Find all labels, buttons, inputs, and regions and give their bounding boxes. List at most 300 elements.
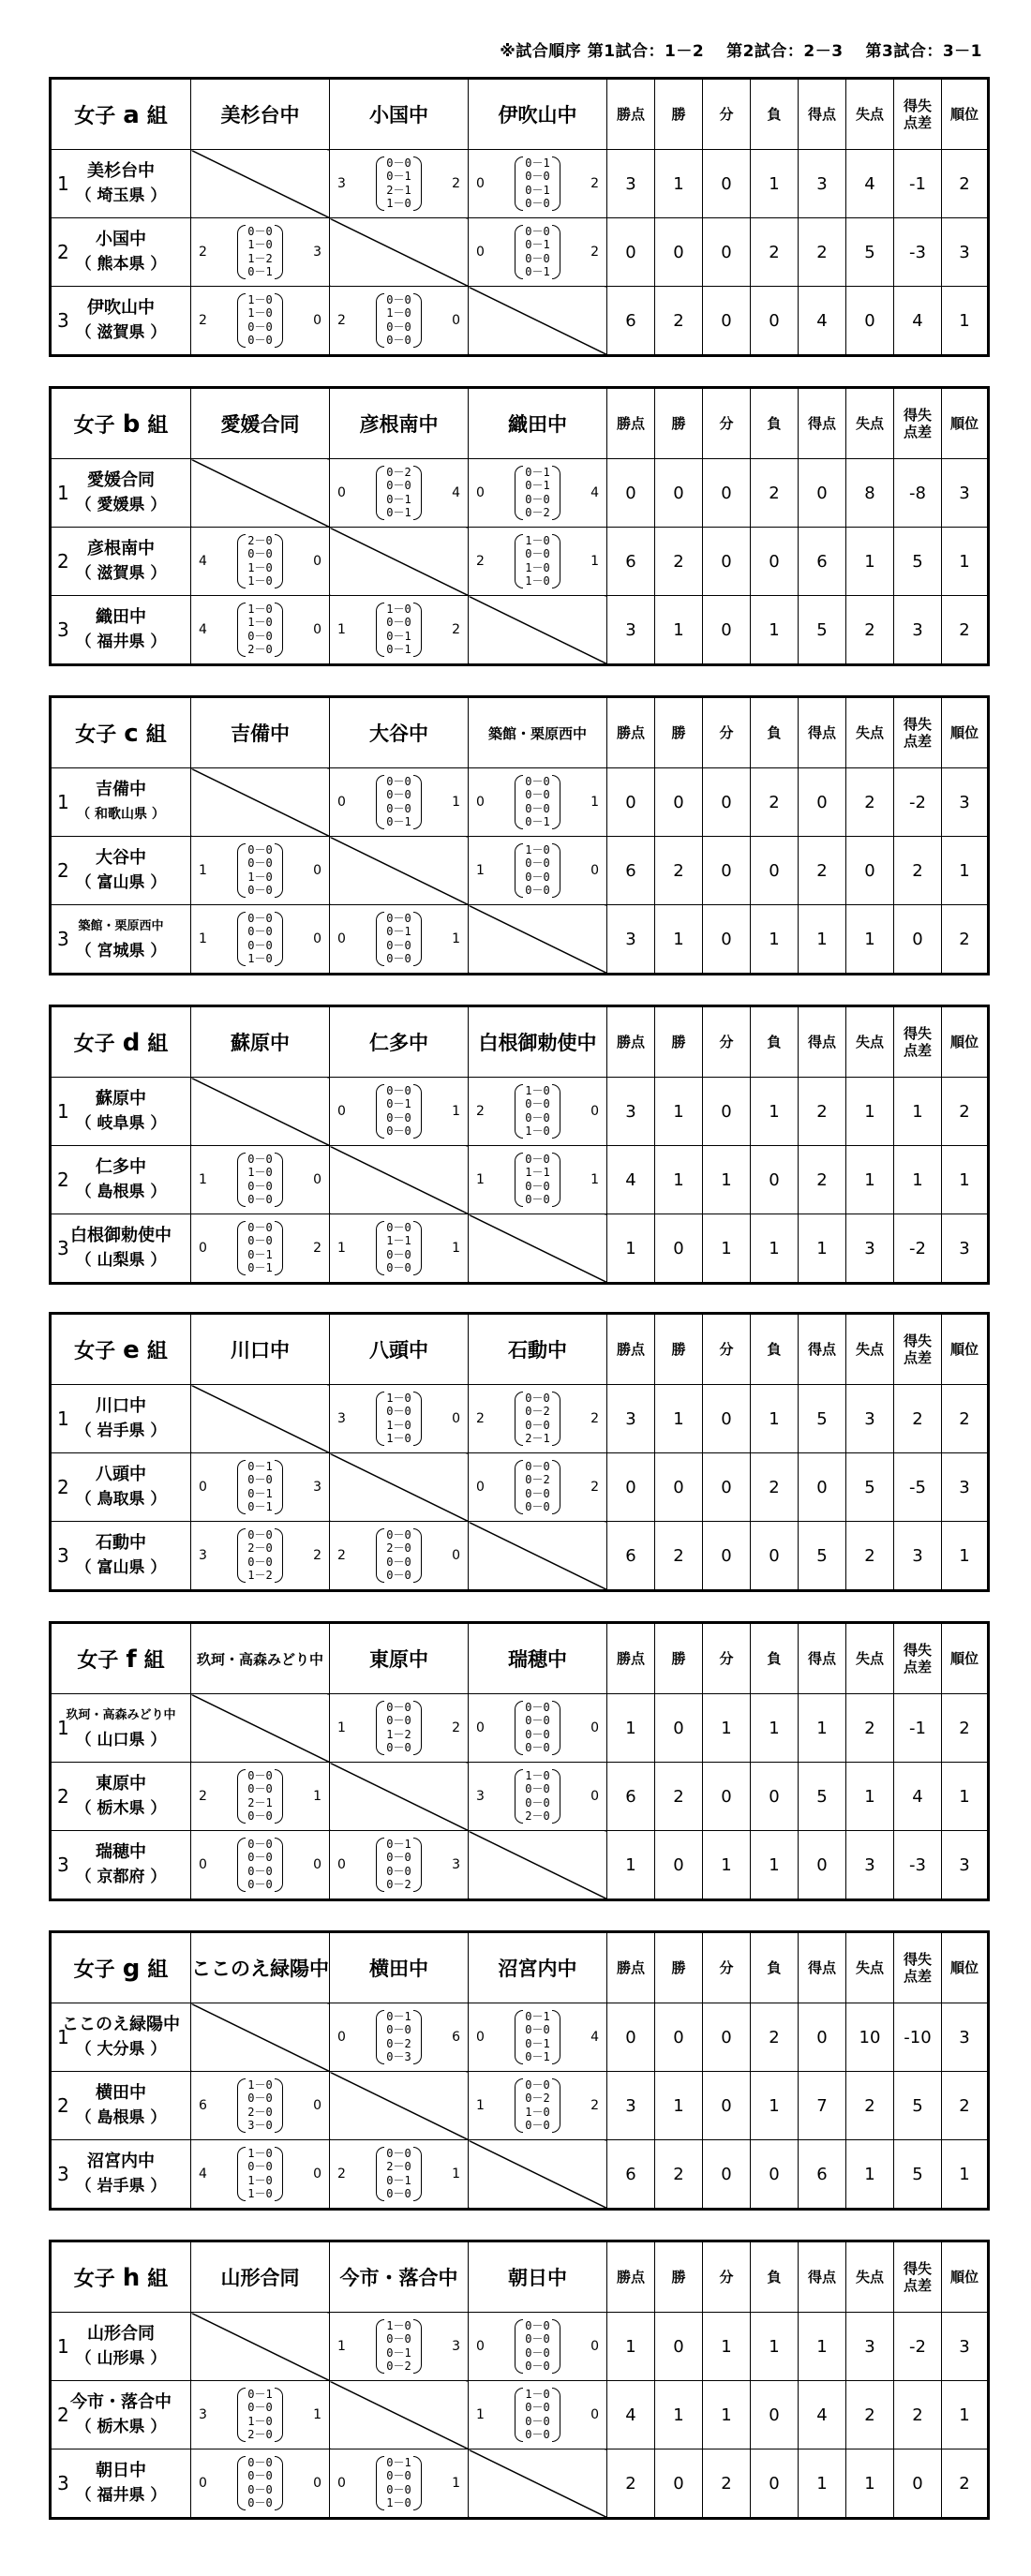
stat-value: 1 [655,2381,703,2449]
period-scores [515,1769,560,1824]
team-row [51,1385,989,1453]
period-score: 2－0 [247,2428,273,2442]
stat-value: 0 [751,287,799,356]
period-score: 0－0 [525,1782,550,1796]
period-scores [515,2010,560,2064]
stat-value: 0 [703,2003,751,2072]
match-result [469,1763,607,1831]
period-score: 0－0 [386,156,411,170]
match-score-right: 2 [313,1548,321,1563]
stat-header: 分 [703,1314,751,1385]
stat-header: 得失 点差 [894,1006,942,1078]
stat-value: 2 [846,1694,894,1763]
diagonal-cell [191,150,330,218]
group-suffix: 組 [147,1032,169,1056]
period-score: 0－0 [247,842,273,856]
match-result [469,150,607,218]
period-score: 0－0 [525,1727,550,1741]
team-row [51,905,989,975]
stat-header: 得点 [799,1314,846,1385]
group-prefix: 女子 [75,722,117,747]
group-table [49,695,988,975]
stat-value: 1 [799,905,846,975]
row-team-cell [51,768,191,837]
team-row [51,1146,989,1214]
stat-value: 4 [607,2381,655,2449]
row-team-cell [51,1214,191,1284]
group-name [51,388,191,459]
match-score-right: 0 [313,1857,321,1872]
period-score: 1－0 [247,238,273,252]
stat-value: -3 [894,218,942,287]
team-row [51,528,989,596]
period-score: 1－0 [386,1391,411,1405]
row-team-cell [51,1831,191,1900]
match-score-right: 1 [590,554,599,569]
stat-value: 2 [655,1522,703,1591]
period-score: 1－0 [525,533,550,547]
stat-value: 1 [846,1078,894,1146]
period-score: 1－0 [247,2173,273,2187]
stat-value: 2 [799,837,846,905]
stat-value: 2 [942,905,989,975]
stat-header: 勝点 [607,388,655,459]
stat-header: 負 [751,2241,799,2313]
stat-value: 3 [607,596,655,665]
period-score: 2－0 [247,1541,273,1556]
period-score: 1－0 [247,560,273,574]
group-letter: c [124,719,139,748]
row-number: 2 [57,1785,69,1808]
stat-value: 0 [751,837,799,905]
column-team-name: 伊吹山中 [469,79,607,150]
row-number: 3 [57,1854,69,1876]
match-score-left: 0 [476,2339,485,2354]
row-team-name: 沼宮内中 [87,2152,155,2171]
stat-header: 分 [703,1623,751,1694]
stat-value: 1 [894,1146,942,1214]
match-score-right: 0 [452,1548,460,1563]
stat-value: 3 [942,459,989,528]
period-scores [376,603,421,657]
row-team-prefecture: （ 鳥取県 ） [75,1490,167,1509]
period-score: 0－0 [247,334,273,348]
period-score: 0－0 [386,292,411,306]
period-score: 0－0 [247,1809,273,1824]
period-score: 0－0 [386,1741,411,1755]
column-team-name: 沼宮内中 [469,1932,607,2003]
row-team-cell [51,1453,191,1522]
stat-header: 得点 [799,2241,846,2313]
stat-value: 0 [703,1453,751,1522]
period-score: 0－0 [525,2077,550,2092]
period-score: 0－0 [247,1527,273,1541]
match-score-left: 2 [337,2167,346,2181]
period-score: 1－0 [386,2496,411,2510]
stat-header: 負 [751,1314,799,1385]
match-score-left: 1 [199,1172,207,1187]
match-result [330,1214,469,1284]
match-score-right: 2 [452,176,460,191]
period-score: 0－0 [386,788,411,802]
match-score-right: 0 [590,863,599,878]
period-score: 0－0 [525,2345,550,2360]
stat-value: 2 [655,1763,703,1831]
period-score: 1－0 [525,574,550,588]
period-score: 0－2 [525,1405,550,1419]
period-scores [237,2388,282,2442]
period-score: 0－0 [386,1247,411,1261]
row-team-name: 瑞穂中 [96,1842,146,1862]
match-result [469,2072,607,2140]
row-team-cell [51,2313,191,2381]
period-score: 1－0 [386,197,411,211]
stat-value: 0 [655,2313,703,2381]
stat-header: 得点 [799,697,846,768]
prefecture-name: 岩手県 [97,1422,145,1440]
stat-value: 1 [655,1078,703,1146]
column-team-name: 織田中 [469,388,607,459]
row-team-prefecture: （ 山形県 ） [75,2349,167,2368]
row-team-name: 彦根南中 [87,539,155,558]
stat-value: 0 [894,905,942,975]
period-score: 0－1 [525,465,550,479]
period-score: 0－1 [247,1486,273,1500]
period-score: 0－0 [247,925,273,939]
stat-header: 負 [751,1623,799,1694]
row-number: 2 [57,1169,69,1191]
period-scores [515,2319,560,2374]
stat-value: 2 [799,1146,846,1214]
stat-value: 0 [703,287,751,356]
match-score-right: 4 [590,485,599,500]
period-score: 1－0 [525,1124,550,1139]
stat-value: 0 [703,218,751,287]
period-score: 0－0 [525,170,550,184]
prefecture-name: 京都府 [97,1868,145,1886]
group-letter: e [123,1335,140,1364]
period-scores [376,1528,421,1583]
stat-value: 1 [799,1214,846,1284]
match-result [191,2072,330,2140]
period-scores [515,225,560,279]
match-score-left: 2 [199,1789,207,1804]
period-scores [515,1460,560,1514]
stat-value: 0 [799,1831,846,1900]
group-b-table [49,386,990,666]
group-suffix: 組 [147,1958,169,1982]
match-score-left: 3 [199,1548,207,1563]
period-score: 0－0 [525,1097,550,1111]
group-suffix: 組 [147,413,169,438]
period-score: 1－0 [247,306,273,320]
team-row [51,2140,989,2210]
match-score-right: 0 [313,622,321,637]
stat-header: 順位 [942,2241,989,2313]
stat-header: 分 [703,388,751,459]
stat-header: 勝点 [607,1932,655,2003]
match-result [469,1078,607,1146]
period-scores [376,1392,421,1446]
column-team-name: 横田中 [330,1932,469,2003]
stat-value: 1 [942,2381,989,2449]
match-score-left: 0 [476,485,485,500]
stat-value: 0 [703,1385,751,1453]
diagonal-cell [191,1078,330,1146]
stat-value: 2 [846,2381,894,2449]
stat-value: 0 [607,2003,655,2072]
stat-header: 得点 [799,388,846,459]
period-score: 0－0 [525,1795,550,1809]
prefecture-name: 宮城県 [97,942,145,960]
match-result [191,287,330,356]
stat-value: 0 [751,1763,799,1831]
match-score-left: 0 [199,1241,207,1256]
stat-value: 2 [846,1522,894,1591]
row-number: 1 [57,1100,69,1123]
match-score-right: 1 [590,1172,599,1187]
diagonal-cell [469,596,607,665]
group-prefix: 女子 [77,1648,119,1673]
stat-value: 2 [655,528,703,596]
group-name [51,1932,191,2003]
stat-value: 0 [703,2072,751,2140]
stat-header: 負 [751,697,799,768]
match-score-left: 1 [476,1172,485,1187]
match-score-right: 2 [313,1241,321,1256]
match-score-right: 4 [590,2030,599,2045]
stat-value: 0 [655,1214,703,1284]
period-score: 0－0 [525,492,550,506]
column-team-name: ここのえ緑陽中 [191,1932,330,2003]
match-score-right: 0 [590,2339,599,2354]
prefecture-name: 福井県 [97,633,145,651]
stat-value: 1 [942,2140,989,2210]
stat-value: 3 [894,1522,942,1591]
period-score: 0－0 [386,2332,411,2346]
match-score-left: 0 [337,1857,346,1872]
period-scores [376,1701,421,1755]
row-team-cell [51,459,191,528]
period-scores [515,775,560,829]
period-score: 0－0 [525,2360,550,2374]
diagonal-cell [191,2003,330,2072]
match-score-left: 1 [199,863,207,878]
period-score: 0－0 [386,334,411,348]
group-suffix: 組 [145,722,167,747]
stat-value: 2 [655,2140,703,2210]
period-score: 2－0 [247,643,273,657]
period-score: 0－1 [525,156,550,170]
group-letter: d [122,1028,141,1057]
period-score: 0－0 [525,774,550,788]
row-number: 1 [57,1407,69,1430]
match-score-left: 3 [337,1411,346,1426]
match-score-right: 2 [590,2098,599,2113]
stat-header: 順位 [942,1314,989,1385]
prefecture-name: 栃木県 [97,2418,145,2436]
match-score-left: 0 [337,1104,346,1119]
match-score-right: 0 [590,1104,599,1119]
stat-value: 5 [799,596,846,665]
row-team-cell [51,218,191,287]
stat-value: 2 [846,2072,894,2140]
stat-value: 6 [607,2140,655,2210]
diagonal-cell [469,1831,607,1900]
period-score: 0－1 [386,1837,411,1851]
period-score: 0－1 [247,1500,273,1514]
diagonal-cell [469,2449,607,2519]
column-team-name: 玖珂・高森みどり中 [191,1623,330,1694]
match-score-right: 2 [590,176,599,191]
match-score-right: 1 [452,1104,460,1119]
group-table [49,1621,988,1901]
match-score-right: 1 [590,795,599,810]
group-table [49,77,988,357]
group-c-table [49,695,990,975]
stat-value: 1 [846,2449,894,2519]
match-score-left: 2 [337,1548,346,1563]
row-number: 1 [57,2026,69,2048]
stat-value: 0 [607,459,655,528]
period-score: 1－0 [386,306,411,320]
period-score: 1－0 [247,602,273,616]
period-score: 0－0 [247,1152,273,1166]
column-team-name: 愛媛合同 [191,388,330,459]
group-table [49,1005,988,1285]
match-result [330,2140,469,2210]
period-score: 0－0 [247,547,273,561]
match-result [330,768,469,837]
period-score: 0－0 [386,1220,411,1234]
column-team-name: 山形合同 [191,2241,330,2313]
stat-header: 得失 点差 [894,388,942,459]
stat-header: 失点 [846,1932,894,2003]
group-letter: f [126,1645,137,1674]
stat-value: 1 [751,1078,799,1146]
group-table [49,386,988,666]
period-scores [237,1221,282,1275]
match-result [191,1831,330,1900]
period-scores [515,1701,560,1755]
stat-header: 勝点 [607,2241,655,2313]
column-team-name: 川口中 [191,1314,330,1385]
row-team-prefecture: （ 島根県 ） [75,1183,167,1201]
row-number: 1 [57,791,69,813]
row-number: 1 [57,482,69,504]
group-letter: b [122,409,141,439]
row-number: 2 [57,241,69,263]
stat-value: 3 [607,1078,655,1146]
period-scores [376,2319,421,2374]
stat-value: 6 [607,1522,655,1591]
stat-value: 2 [751,459,799,528]
period-score: 0－2 [525,2092,550,2106]
period-score: 2－0 [247,533,273,547]
stat-value: 3 [607,2072,655,2140]
row-team-cell [51,528,191,596]
row-team-name: 今市・落合中 [70,2392,172,2412]
row-number: 1 [57,2335,69,2358]
match-score-right: 0 [452,313,460,328]
group-prefix: 女子 [73,413,115,438]
team-row [51,596,989,665]
stat-value: 3 [942,218,989,287]
stat-value: 1 [751,596,799,665]
row-team-name: 美杉台中 [87,161,155,181]
diagonal-cell [330,2072,469,2140]
column-team-name: 大谷中 [330,697,469,768]
period-score: 0－0 [525,1486,550,1500]
match-score-right: 0 [313,2476,321,2491]
stat-header: 負 [751,79,799,150]
row-team-cell [51,2449,191,2519]
match-result [191,1763,330,1831]
period-scores [237,534,282,588]
row-team-cell [51,2381,191,2449]
stat-value: 1 [846,1146,894,1214]
match-score-left: 0 [337,2030,346,2045]
period-score: 0－0 [386,938,411,952]
match-score-right: 6 [452,2030,460,2045]
period-score: 1－2 [247,1569,273,1583]
row-team-name: 大谷中 [96,848,146,868]
stat-value: 0 [703,528,751,596]
match-score-left: 4 [199,554,207,569]
stat-value: 2 [894,837,942,905]
period-score: 0－0 [525,2428,550,2442]
stat-value: 4 [894,1763,942,1831]
stat-header: 分 [703,1006,751,1078]
prefecture-name: 熊本県 [97,255,145,274]
match-result [330,287,469,356]
period-score: 0－1 [525,183,550,197]
period-score: 0－0 [247,1234,273,1248]
period-score: 0－1 [525,479,550,493]
stat-value: 3 [607,150,655,218]
period-score: 0－0 [386,1405,411,1419]
stat-header: 順位 [942,1932,989,2003]
period-scores [237,603,282,657]
period-score: 0－1 [386,2455,411,2469]
match-result [191,596,330,665]
period-score: 0－0 [525,251,550,265]
stat-value: 2 [655,837,703,905]
row-number: 3 [57,618,69,641]
row-team-prefecture: （ 栃木県 ） [75,1799,167,1818]
row-team-name: 山形合同 [87,2324,155,2344]
stat-value: 0 [703,1522,751,1591]
stat-value: 0 [655,218,703,287]
match-score-right: 1 [313,2407,321,2422]
stat-value: 1 [751,1385,799,1453]
stat-value: 0 [703,837,751,905]
period-score: 0－0 [525,870,550,884]
row-team-cell [51,150,191,218]
stat-header: 勝 [655,697,703,768]
row-team-name: 玖珂・高森みどり中 [66,1708,176,1722]
period-score: 1－0 [386,1418,411,1432]
match-result [469,2003,607,2072]
stat-value: 0 [655,1831,703,1900]
period-score: 1－0 [525,2387,550,2401]
stat-value: 5 [894,2072,942,2140]
prefecture-name: 岩手県 [97,2177,145,2196]
match-score-right: 0 [313,931,321,946]
match-score-right: 2 [590,1411,599,1426]
period-score: 0－0 [386,911,411,925]
match-score-left: 1 [476,863,485,878]
